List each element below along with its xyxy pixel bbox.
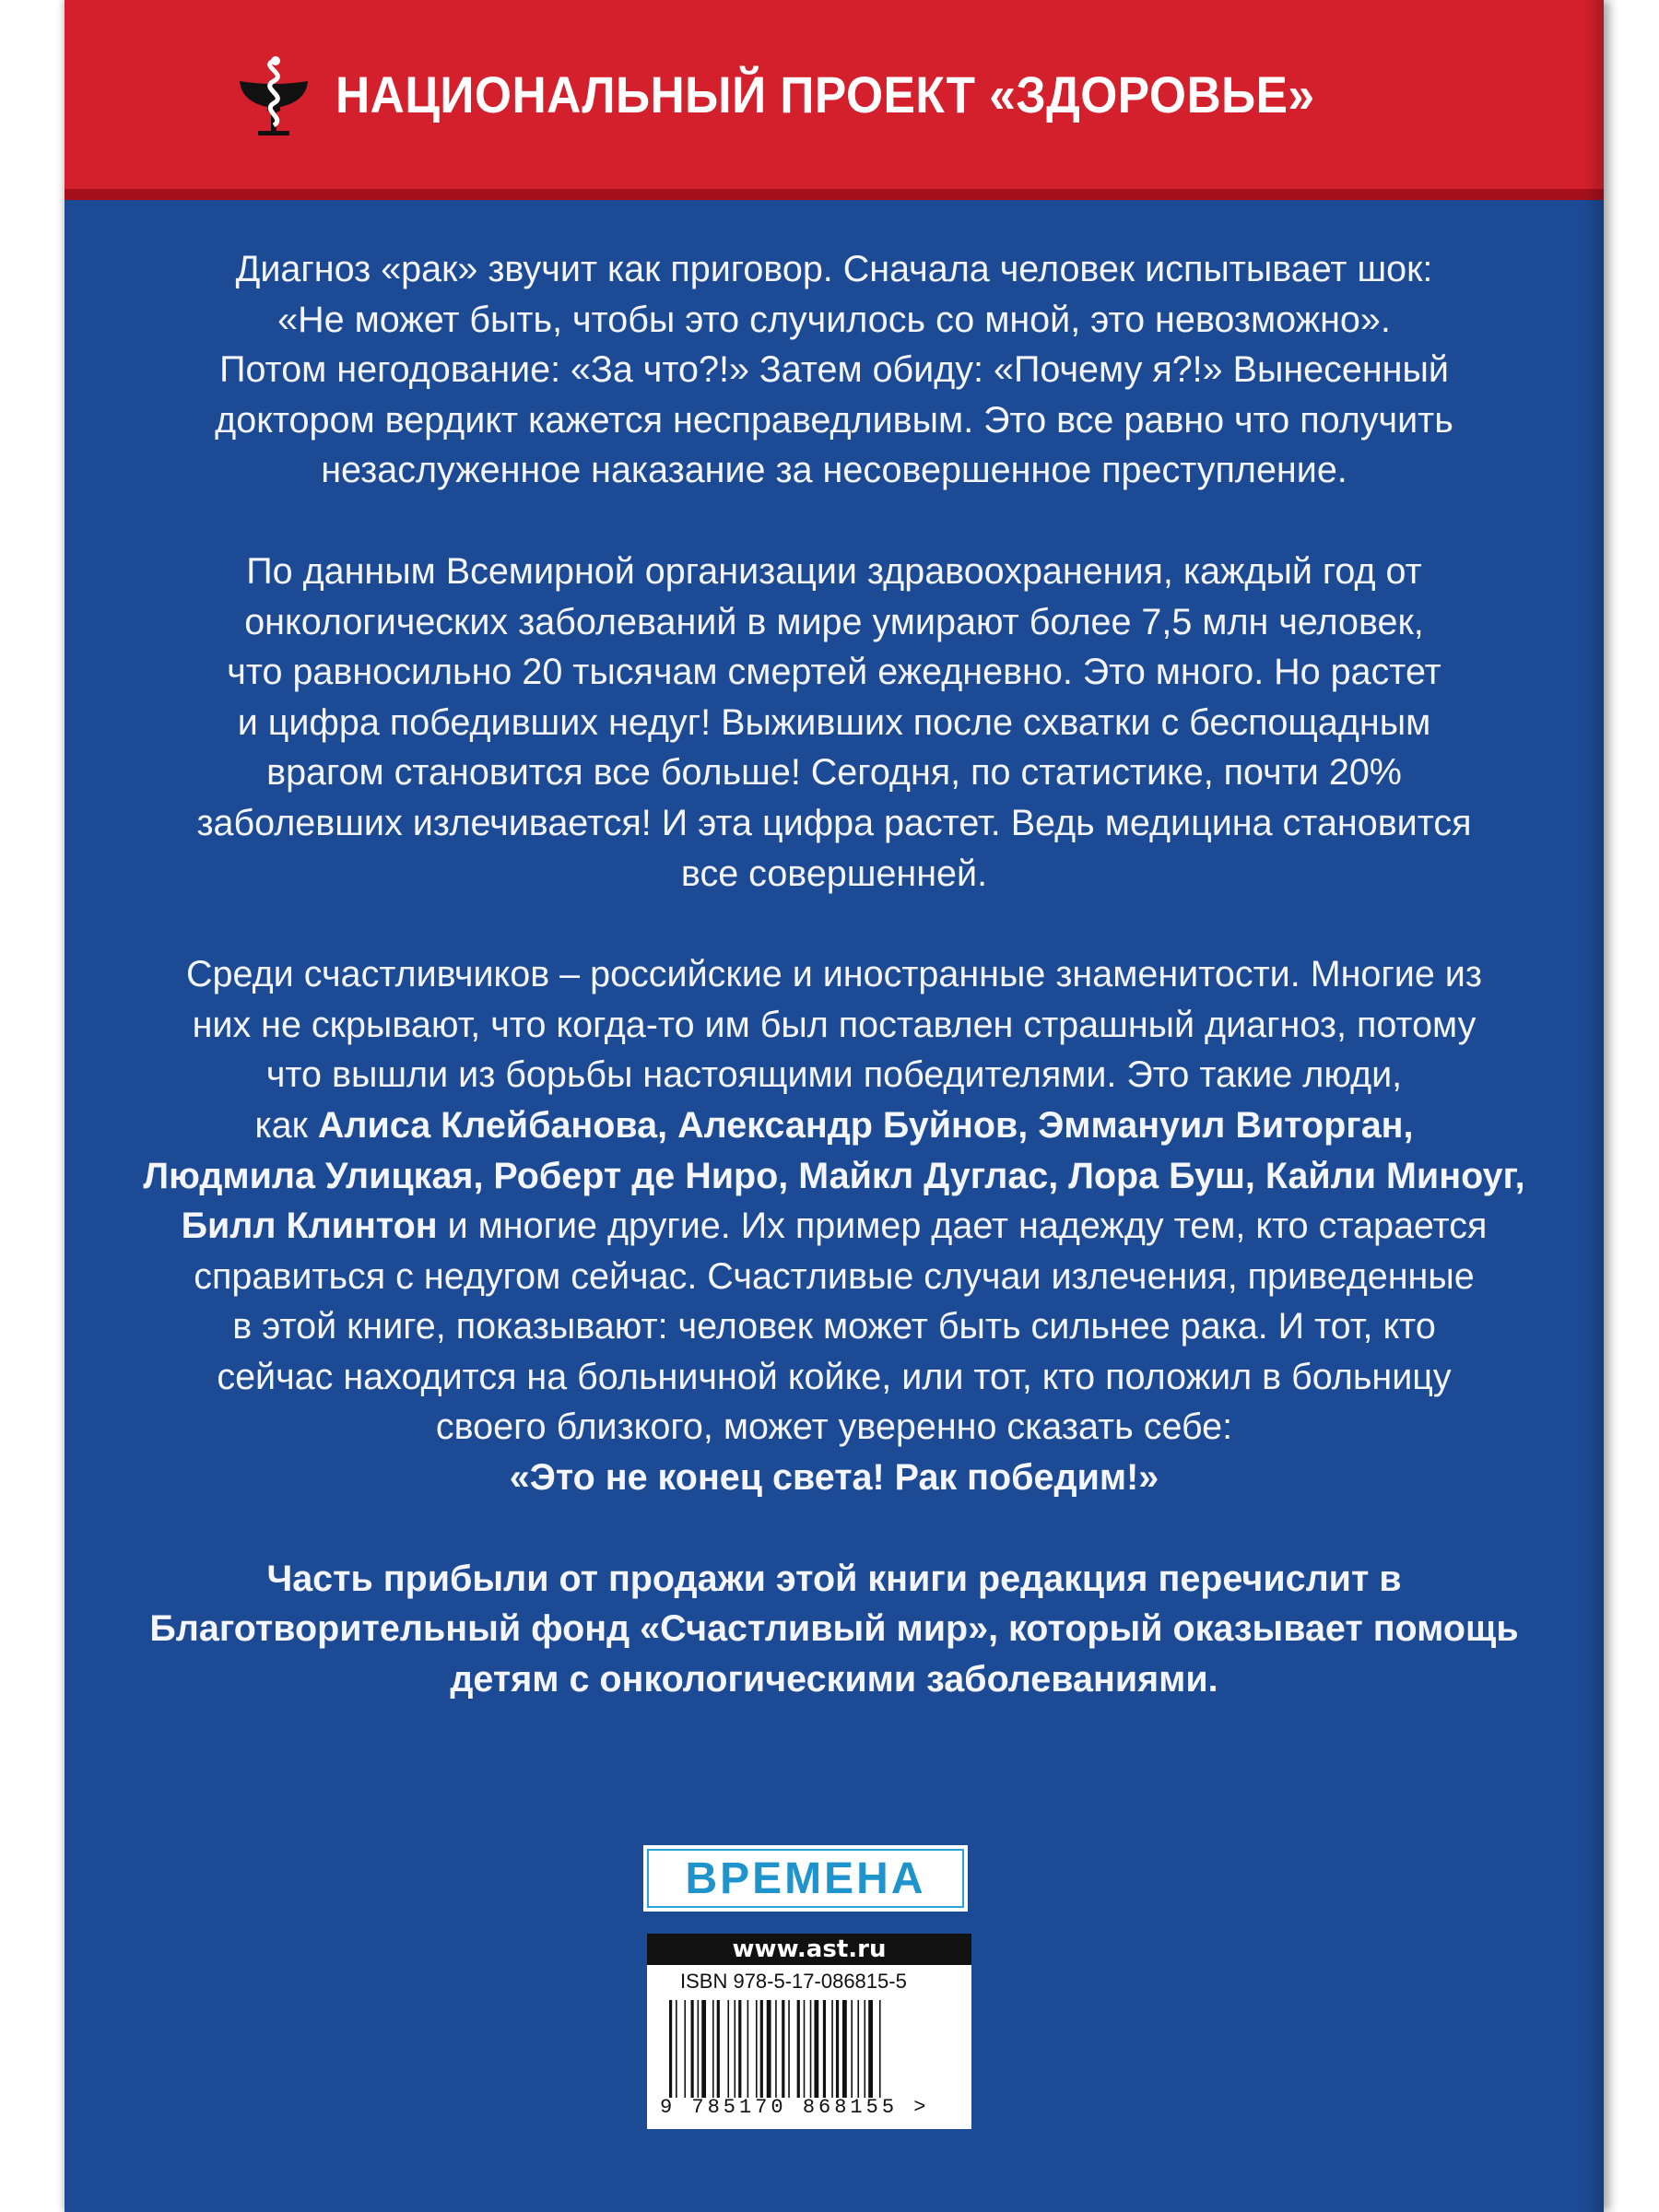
paragraph-diagnosis (138, 244, 1530, 496)
text-line (138, 1151, 1530, 1202)
barcode-bar (738, 2000, 741, 2098)
text-line: сейчас находится на больничной койке, или тот, кто положил в больницу (217, 1356, 1452, 1397)
text-line: «Не может быть, чтобы это случилось со мной, это невозможно». (277, 299, 1391, 340)
text-line: онкологических заболеваний в мире умирают более 7,5 млн человек, (244, 601, 1424, 642)
barcode-bar (788, 2000, 790, 2098)
text-line: своего близкого, может уверенно сказать себе: (435, 1406, 1233, 1448)
barcode-bar (747, 2000, 749, 2098)
barcode-bar (760, 2000, 763, 2098)
barcode-bar (756, 2000, 758, 2098)
text-line: все совершенней. (680, 853, 988, 894)
text-line: Благотворительный фонд «Счастливый мир», который оказывает помощь (149, 1608, 1519, 1650)
slogan (138, 1453, 1530, 1503)
barcode-bar (814, 2000, 818, 2098)
barcode-bar (767, 2000, 771, 2098)
barcode-bar (823, 2000, 826, 2098)
text-line: Потом негодование: «За что?!» Затем обиду: «Почему я?!» Вынесенный (219, 349, 1449, 391)
barcode-bar (698, 2000, 700, 2098)
barcode-digits: 9 785170 868155 > (660, 2096, 930, 2119)
barcode-bar (797, 2000, 800, 2098)
bowl-of-hygieia-icon (232, 53, 315, 136)
isbn-number: ISBN 978-5-17-086815-5 (680, 1970, 907, 1993)
publisher-logo (643, 1845, 968, 1912)
text-line: что равносильно 20 тысячам смертей ежедневно. Это много. Но растет (227, 652, 1441, 693)
barcode-bar (712, 2000, 714, 2098)
celebrity-names: Билл Клинтон (181, 1206, 438, 1247)
text-line: врагом становится все больше! Сегодня, по статистике, почти 20% (266, 752, 1402, 794)
barcode-bar (842, 2000, 847, 2098)
barcode-bar (851, 2000, 853, 2098)
barcode-bar (775, 2000, 777, 2098)
publisher-website: www.ast.ru (647, 1934, 971, 1965)
barcode-bar (857, 2000, 859, 2098)
text-line: Часть прибыли от продажи этой книги редакция перечислит в (266, 1558, 1402, 1599)
barcode-bar (701, 2000, 706, 2098)
book-back-cover (65, 0, 1604, 2212)
barcode-bar (831, 2000, 833, 2098)
text-line: незаслуженное наказание за несовершенное преступление. (321, 450, 1347, 491)
barcode-bar (669, 2000, 672, 2098)
barcode-bar (782, 2000, 784, 2098)
barcode-bar (865, 2000, 866, 2098)
text-line: По данным Всемирной организации здравоохранения, каждый год от (246, 550, 1422, 592)
header-title: НАЦИОНАЛЬНЫЙ ПРОЕКТ «ЗДОРОВЬЕ» (335, 65, 1315, 124)
text-line (138, 1201, 1530, 1252)
barcode (665, 2000, 951, 2098)
text-line (138, 1100, 1530, 1151)
barcode-bar (735, 2000, 736, 2098)
text-line: и цифра победивших недуг! Выживших после схватки с беспощадным (237, 701, 1431, 743)
text-line: справиться с недугом сейчас. Счастливые случаи излечения, приведенные (194, 1255, 1475, 1297)
text-line: них не скрывают, что когда-то им был поставлен страшный диагноз, потому (192, 1004, 1477, 1045)
celebrity-names: Алиса Клейбанова, Александр Буйнов, Эммануил Виторган, (317, 1104, 1414, 1146)
barcode-bar (810, 2000, 812, 2098)
paragraph-celebrities (138, 949, 1530, 1503)
publisher-name: ВРЕМЕНА (647, 1849, 964, 1908)
barcode-bar (727, 2000, 729, 2098)
paragraph-statistics (138, 547, 1530, 899)
barcode-bar (879, 2000, 881, 2098)
text-line: что вышли из борьбы настоящими победителями. Это такие люди, (265, 1054, 1403, 1096)
barcode-bar (804, 2000, 806, 2098)
text-fragment: и многие другие. Их пример дает надежду тем, кто старается (437, 1206, 1488, 1247)
text-line: детям с онкологическими заболеваниями. (450, 1658, 1218, 1700)
celebrity-names: Людмила Улицкая, Роберт де Ниро, Майкл Дуглас, Лора Буш, Кайли Миноуг, (143, 1155, 1525, 1196)
paragraph-charity (138, 1554, 1530, 1705)
barcode-bar (676, 2000, 677, 2098)
barcode-bar (684, 2000, 686, 2098)
barcode-bar (836, 2000, 839, 2098)
text-line: в этой книге, показывают: человек может быть сильнее рака. И тот, кто (232, 1306, 1436, 1347)
text-line: Среди счастливчиков – российские и иностранные знаменитости. Многие из (186, 954, 1482, 995)
header-banner (65, 0, 1604, 200)
annotation-text (138, 244, 1530, 1755)
barcode-bar (717, 2000, 720, 2098)
text-line: Диагноз «рак» звучит как приговор. Сначала человек испытывает шок: (235, 249, 1433, 289)
barcode-bar (868, 2000, 873, 2098)
slogan-text: «Это не конец света! Рак победим!» (509, 1457, 1159, 1499)
barcode-bar (691, 2000, 694, 2098)
text-line: заболевших излечивается! И эта цифра растет. Ведь медицина становится (196, 802, 1472, 843)
text-line: доктором вердикт кажется несправедливым. Это все равно что получить (215, 399, 1453, 441)
text-fragment: как (254, 1104, 318, 1146)
isbn-barcode-block (647, 1934, 971, 2129)
